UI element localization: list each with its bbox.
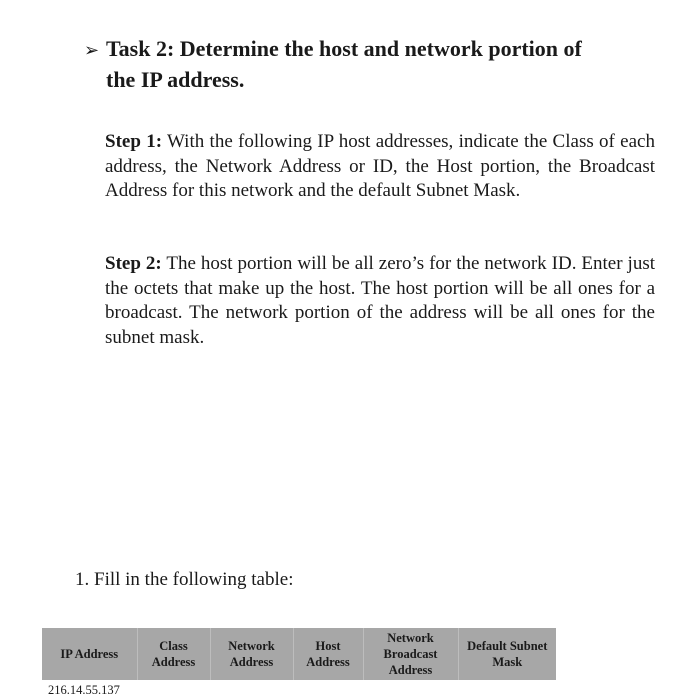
step-1-label: Step 1: [105,131,163,152]
cell-ip-address: 216.14.55.137 [48,683,120,697]
step-2-label: Step 2: [105,253,162,274]
header-class-address: Class Address [137,628,210,680]
cell-network-address[interactable] [210,680,293,698]
table-header-row [42,628,556,680]
task-heading [84,34,664,95]
header-host-address: Host Address [293,628,363,680]
step-2-text: The host portion will be all zero’s for the network ID. Enter just the octets that make up the host. The host portion will be all ones for a broadcast. The network portion of the address will be all ones for the subnet mask. [105,253,655,348]
header-network-address: Network Address [210,628,293,680]
cell-network-broadcast-address[interactable] [363,680,458,698]
cell-host-address[interactable] [293,680,363,698]
cell-default-subnet-mask[interactable] [458,680,556,698]
task-title-line1: Task 2: Determine the host and network portion of [106,36,582,61]
header-network-broadcast-address: Network Broadcast Address [363,628,458,680]
header-default-subnet-mask: Default Subnet Mask [458,628,556,680]
ip-address-table [42,628,556,698]
fill-table-instruction: 1. Fill in the following table: [75,569,294,590]
step-1-text: With the following IP host addresses, indicate the Class of each address, the Network Address or ID, the Host portion, the Broadcast Address for this network and the default Subnet Mask. [105,131,655,201]
arrow-bullet-icon: ➢ [84,40,100,60]
table-row [42,680,556,698]
step-2-paragraph [105,252,655,350]
header-ip-address: IP Address [42,628,137,680]
cell-class-address[interactable] [137,680,210,698]
task-title-line2: the IP address. [106,67,245,92]
step-1-paragraph [105,130,655,204]
